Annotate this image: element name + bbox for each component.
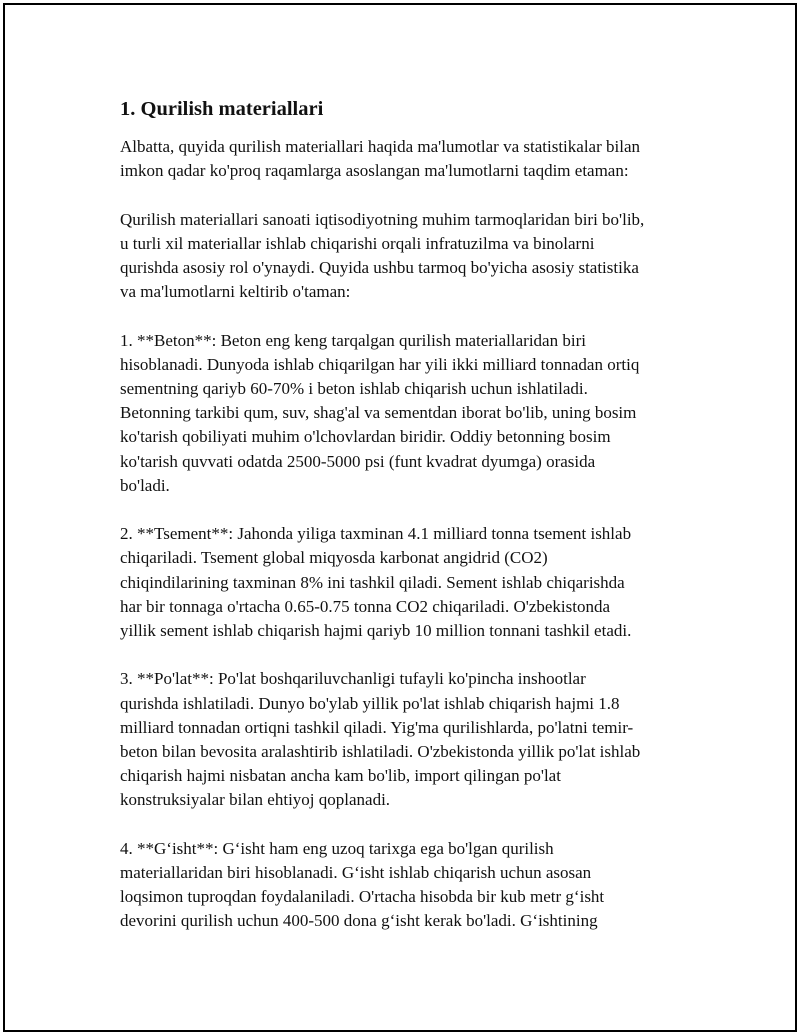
text-line: ko'tarish qobiliyati muhim o'lchovlardan biridir. Oddiy betonning bosim (120, 427, 611, 447)
text-line: va ma'lumotlarni keltirib o'taman: (120, 282, 351, 302)
text-line: loqsimon tuproqdan foydalaniladi. O'rtacha hisobda bir kub metr g‘isht (120, 887, 605, 907)
text-line: Albatta, quyida qurilish materiallari haqida ma'lumotlar va statistikalar bilan (120, 137, 640, 156)
text-line: qurishda asosiy rol o'ynaydi. Quyida ushbu tarmoq bo'yicha asosiy statistika (120, 258, 639, 277)
text-line: qurishda ishlatiladi. Dunyo bo'ylab yillik po'lat ishlab chiqarish hajmi 1.8 (120, 693, 620, 713)
text-line: chiqariladi. Tsement global miqyosda karbonat angidrid (CO2) (120, 548, 548, 568)
text-line: 1. **Beton**: Beton eng keng tarqalgan qurilish materiallaridan biri (120, 330, 586, 350)
text-line: devorini qurilish uchun 400-500 dona g‘isht kerak bo'ladi. G‘ishtining (120, 911, 598, 931)
paragraph (120, 522, 705, 643)
text-line: bo'ladi. (120, 475, 170, 495)
text-line: Qurilish materiallari sanoati iqtisodiyotning muhim tarmoqlaridan biri bo'lib, (120, 209, 645, 229)
text-line: ko'tarish quvvati odatda 2500-5000 psi (funt kvadrat dyumga) orasida (120, 451, 596, 471)
text-line: beton bilan bevosita aralashtirib ishlatiladi. O'zbekistonda yillik po'lat ishlab (120, 742, 641, 762)
paragraph (120, 135, 705, 183)
text-line: Betonning tarkibi qum, suv, shag'al va sementdan iborat bo'lib, uning bosim (120, 403, 637, 423)
text-line: milliard tonnadan ortiqni tashkil qiladi. Yig'ma qurilishlarda, po'latni temir- (120, 717, 634, 737)
text-line: konstruksiyalar bilan ehtiyoj qoplanadi. (120, 790, 391, 810)
page-frame (3, 3, 797, 1032)
paragraph (120, 837, 705, 934)
text-line: 3. **Po'lat**: Po'lat boshqariluvchanligi tufayli ko'pincha inshootlar (120, 669, 586, 689)
text-line: materiallaridan biri hisoblanadi. G‘isht ishlab chiqarish uchun asosan (120, 863, 592, 883)
text-line: sementning qariyb 60-70% i beton ishlab chiqarish uchun ishlatiladi. (120, 379, 588, 398)
text-line: imkon qadar ko'proq raqamlarga asoslangan ma'lumotlarni taqdim etaman: (120, 161, 629, 181)
text-line: u turli xil materiallar ishlab chiqarishi orqali infratuzilma va binolarni (120, 233, 595, 253)
section-heading: 1. Qurilish materiallari (120, 98, 324, 120)
text-line: chiqindilarining taxminan 8% ini tashkil qiladi. Sement ishlab chiqarishda (120, 572, 625, 592)
text-line: chiqarish hajmi nisbatan ancha kam bo'lib, import qilingan po'lat (120, 766, 561, 786)
paragraph (120, 667, 705, 812)
paragraph (120, 329, 705, 498)
text-line: hisoblanadi. Dunyoda ishlab chiqarilgan har yili ikki milliard tonnadan ortiq (120, 354, 640, 374)
text-line: yillik sement ishlab chiqarish hajmi qariyb 10 million tonnani tashkil etadi. (120, 621, 632, 641)
document-body (120, 95, 705, 958)
text-line: 4. **G‘isht**: G‘isht ham eng uzoq tarixga ega bo'lgan qurilish (120, 838, 554, 858)
paragraph-list (120, 135, 705, 934)
text-line: 2. **Tsement**: Jahonda yiliga taxminan 4.1 milliard tonna tsement ishlab (120, 524, 632, 544)
paragraph (120, 208, 705, 305)
text-line: har bir tonnaga o'rtacha 0.65-0.75 tonna CO2 chiqariladi. O'zbekistonda (120, 596, 611, 616)
